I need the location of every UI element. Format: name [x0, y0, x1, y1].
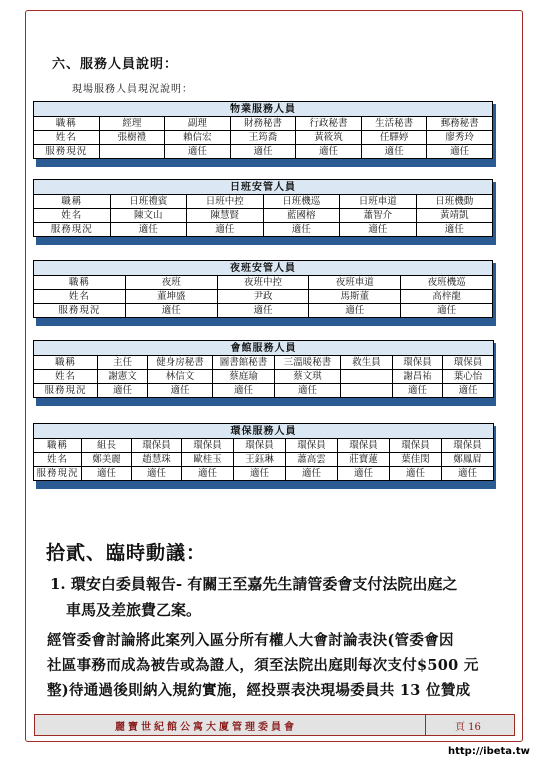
cell: 服務現況 [34, 145, 100, 159]
cell: 服務現況 [34, 384, 98, 398]
cell: 謝憲文 [98, 370, 148, 384]
cell: 黃靖凱 [416, 209, 493, 223]
cell: 任驛婷 [361, 131, 427, 145]
cell: 王鈺琳 [234, 453, 286, 467]
cell: 職稱 [34, 356, 98, 370]
agenda-item-1 [50, 571, 510, 623]
cell: 職稱 [34, 117, 100, 131]
cell: 環保員 [132, 439, 182, 453]
cell: 適任 [213, 384, 275, 398]
cell: 環保員 [442, 439, 494, 453]
cell: 適任 [217, 304, 309, 318]
table-header: 夜班安管人員 [34, 261, 493, 276]
cell: 適任 [442, 467, 494, 481]
cell: 行政秘書 [296, 117, 362, 131]
cell: 蕭智介 [340, 209, 417, 223]
cell: 蔡文琪 [275, 370, 341, 384]
cell: 適任 [340, 223, 417, 237]
cell: 馬斯董 [309, 290, 401, 304]
table-header: 日班安管人員 [34, 180, 493, 195]
cell: 陳文山 [110, 209, 187, 223]
agenda-item-1-line2: 車馬及差旅費乙案。 [66, 601, 202, 619]
page-footer [34, 714, 515, 736]
cell: 環保員 [443, 356, 494, 370]
cell: 適任 [390, 467, 442, 481]
cell: 高梓龍 [401, 290, 493, 304]
cell: 健身房秘書 [148, 356, 213, 370]
cell [341, 384, 393, 398]
page-number: 頁 16 [455, 722, 481, 733]
cell: 適任 [98, 384, 148, 398]
cell: 適任 [309, 304, 401, 318]
cell: 日班機動 [416, 195, 493, 209]
cell: 適任 [234, 467, 286, 481]
cell [341, 370, 393, 384]
cell: 經理 [99, 117, 165, 131]
cell: 適任 [110, 223, 187, 237]
cell: 賴信宏 [165, 131, 231, 145]
property-staff-table [33, 101, 493, 159]
cell: 適任 [187, 223, 264, 237]
cell: 三溫暖秘書 [275, 356, 341, 370]
cell: 環保員 [286, 439, 338, 453]
cell: 黃筱筑 [296, 131, 362, 145]
paragraph-line: 整)待通過後則納入規約實施，經投票表決現場委員共 13 位贊成 [47, 682, 471, 699]
cell: 日班中控 [187, 195, 264, 209]
cell: 葉佳閔 [390, 453, 442, 467]
cell: 姓名 [34, 209, 111, 223]
cell [99, 145, 165, 159]
cell: 日班禮賓 [110, 195, 187, 209]
cell: 適任 [401, 304, 493, 318]
cell: 環保員 [393, 356, 443, 370]
cell: 職稱 [34, 195, 111, 209]
table-header: 環保服務人員 [34, 424, 494, 439]
cell: 適任 [338, 467, 390, 481]
cell: 鄭美麗 [82, 453, 132, 467]
cell: 歐桂玉 [182, 453, 234, 467]
cell: 圖書館秘書 [213, 356, 275, 370]
cell: 組長 [82, 439, 132, 453]
agenda-item-1-line1: 1. 環安白委員報告- 有關王至嘉先生請管委會支付法院出庭之 [50, 575, 458, 593]
cell: 蔡庭瑜 [213, 370, 275, 384]
cell: 職稱 [34, 276, 126, 290]
cell: 夜班 [125, 276, 217, 290]
cell: 郵務秘書 [427, 117, 493, 131]
cell: 服務現況 [34, 467, 82, 481]
cell: 姓名 [34, 453, 82, 467]
cell: 適任 [125, 304, 217, 318]
cell: 日班車道 [340, 195, 417, 209]
cell: 董坤盛 [125, 290, 217, 304]
footer-organization: 麗寶世紀館公寓大廈管理委員會 [115, 722, 297, 733]
cell: 尹政 [217, 290, 309, 304]
section-subtitle: 現場服務人員現況說明： [72, 84, 193, 95]
cell: 主任 [98, 356, 148, 370]
clubhouse-staff-table [33, 340, 494, 398]
cell: 適任 [132, 467, 182, 481]
cell: 適任 [182, 467, 234, 481]
cell: 日班機巡 [263, 195, 340, 209]
cell: 姓名 [34, 131, 100, 145]
cell: 生活秘書 [361, 117, 427, 131]
cell: 夜班車道 [309, 276, 401, 290]
cell: 環保員 [338, 439, 390, 453]
cell: 夜班中控 [217, 276, 309, 290]
cell: 葉心怡 [443, 370, 494, 384]
cell: 環保員 [234, 439, 286, 453]
cell: 服務現況 [34, 304, 126, 318]
cell: 環保員 [390, 439, 442, 453]
cell: 張樹禮 [99, 131, 165, 145]
paragraph-line: 經管委會討論將此案列入區分所有權人大會討論表決(管委會因 [47, 632, 454, 649]
cell: 適任 [165, 145, 231, 159]
cell: 副理 [165, 117, 231, 131]
cell: 鄭鳳眉 [442, 453, 494, 467]
cell: 適任 [275, 384, 341, 398]
environmental-staff-table [33, 423, 494, 481]
table-header: 會館服務人員 [34, 341, 494, 356]
cell: 適任 [263, 223, 340, 237]
cell: 適任 [443, 384, 494, 398]
cell: 廖秀玲 [427, 131, 493, 145]
cell: 適任 [393, 384, 443, 398]
cell: 姓名 [34, 290, 126, 304]
cell: 適任 [361, 145, 427, 159]
cell: 蕭高雲 [286, 453, 338, 467]
cell: 適任 [148, 384, 213, 398]
cell: 服務現況 [34, 223, 111, 237]
watermark: http://ibeta.tw [448, 746, 530, 757]
cell: 謝昌祐 [393, 370, 443, 384]
cell: 陳慧賢 [187, 209, 264, 223]
cell: 姓名 [34, 370, 98, 384]
cell: 適任 [296, 145, 362, 159]
cell: 適任 [427, 145, 493, 159]
paragraph-line: 社區事務而成為被告或為證人，須至法院出庭則每次支付$500 元 [47, 657, 479, 674]
night-security-table [33, 260, 493, 318]
cell: 趙慧珠 [132, 453, 182, 467]
agenda-title: 拾貳、臨時動議： [46, 542, 207, 564]
cell: 職稱 [34, 439, 82, 453]
cell: 夜班機巡 [401, 276, 493, 290]
cell: 莊寶蓮 [338, 453, 390, 467]
cell: 環保員 [182, 439, 234, 453]
cell: 王筠喬 [230, 131, 296, 145]
cell: 財務秘書 [230, 117, 296, 131]
cell: 適任 [416, 223, 493, 237]
cell: 救生員 [341, 356, 393, 370]
cell: 適任 [82, 467, 132, 481]
section-title: 六、服務人員說明： [52, 57, 179, 72]
day-security-table [33, 179, 493, 237]
cell: 林信文 [148, 370, 213, 384]
cell: 藍國榕 [263, 209, 340, 223]
discussion-paragraph [47, 628, 517, 703]
cell: 適任 [286, 467, 338, 481]
cell: 適任 [230, 145, 296, 159]
table-header: 物業服務人員 [34, 102, 493, 117]
